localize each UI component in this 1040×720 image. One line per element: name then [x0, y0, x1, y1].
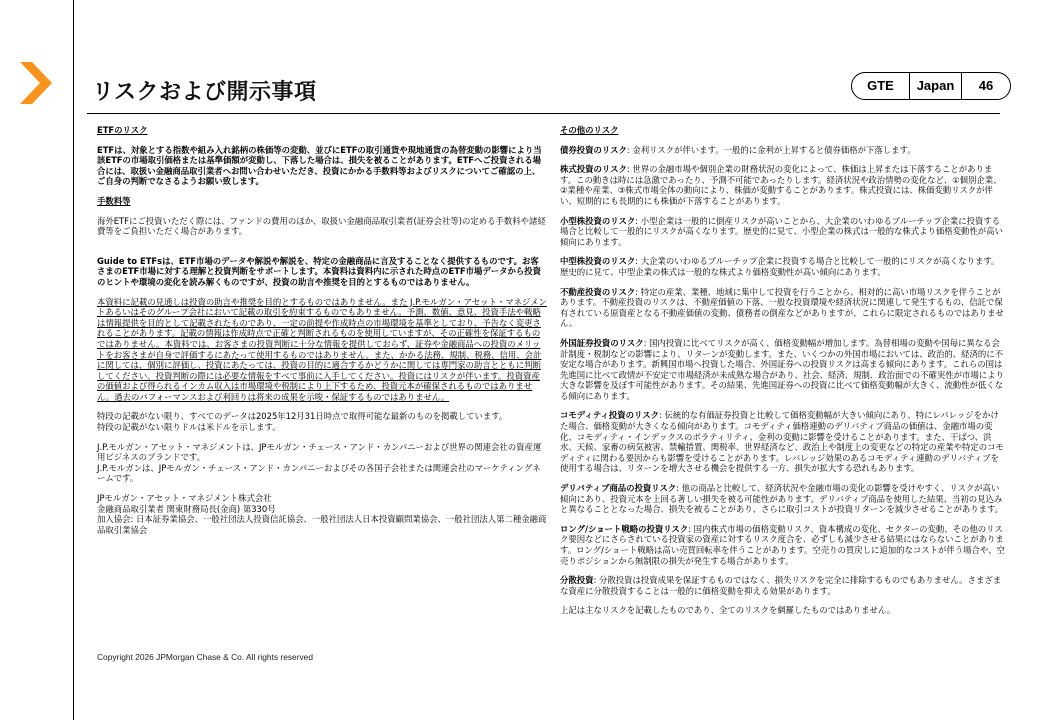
risk-item-body: : 小型企業は一般的に倒産リスクが高いことから、大企業のいわゆるブルーチップ企業に投資する場合と比較して一般的にリスクが高くなります。歴史的に見て、小型企業の株式は一般的な株式より価格変動性が高い傾向にあります。: [560, 215, 1003, 247]
other-risks-heading: その他のリスク: [560, 125, 619, 135]
risk-item-body: : 大企業のいわゆるブルーチップ企業に投資する場合と比較して一般的にリスクが高くなります。歴史的に見て、中型企業の株式は一般的な株式より価格変動性が高い傾向にあります。: [560, 256, 1000, 277]
risk-item-body: : 伝統的な有価証券投資と比較して価格変動幅が大きい傾向にあり、特にレバレッジをかけた場合、価格変動が大きくなる傾向があります。コモディティ価格連動のデリバティブ商品の価値は、金融市場の変化、コモディティ・インデックスのボラティリティ、金利の変動に影響を受けることがあります。また、干ばつ、洪水、天候、家畜の病気被害、禁輸措置、関税率、世界経済など、政治上や制度上の変更などの特定の産業や特定のコモディティに関わる要因からも影響を受けることがあります。レバレッジ効果のあるコモディティ連動のデリバティブを使用する場合は、リターンを増大させる機会を提供する一方、損失が拡大する恐れもあります。: [560, 410, 1004, 474]
badge-gte: GTE: [852, 73, 910, 99]
risk-item: [560, 287, 1005, 329]
fees-body: 海外ETFにご投資いただく際には、ファンドの費用のほか、取扱い金融商品取引業者(証券会社等)の定める手数料や諸経費等をご負担いただく場合があります。: [97, 215, 546, 237]
risk-item: [560, 145, 1005, 156]
risk-item-lead: 不動産投資のリスク: [560, 286, 636, 297]
risk-item: [560, 216, 1005, 248]
company-name: JPモルガン・アセット・マネジメント株式会社: [97, 493, 272, 504]
page-number: 46: [978, 78, 994, 93]
risk-item: [560, 256, 1005, 277]
badge-region: Japan: [910, 73, 962, 99]
sidebar-divider: [73, 0, 74, 720]
risk-item: [560, 524, 1005, 566]
risk-item-lead: ロング/ショート戦略の投資リスク: [560, 523, 689, 534]
risk-item-body: : 国内株式市場の価格変動リスク、資本構成の変化、セクターの変動、その他のリスク要因などにさらされている投資家の資産に対するリスク度合を、必ずしも減少させる結果にはならないことがあります。ロング/ショート戦略は高い売買回転率を伴うことがあります。空売りの買戻しに追加的なコストが伴う場合や、空売りポジションから無制限の損失が発生する場合があります。: [560, 523, 1005, 566]
risk-item-lead: 株式投資のリスク: [560, 164, 627, 175]
risk-item: [560, 338, 1005, 402]
risk-item-lead: 外国証券投資のリスク: [560, 337, 644, 348]
risk-item-lead: 分散投資: [560, 575, 594, 586]
risk-item-lead: コモディティ投資のリスク: [560, 410, 659, 421]
risk-item-lead: 中型株投資のリスク: [560, 256, 636, 267]
chevron-right-icon: [20, 62, 52, 104]
etf-risk-heading: ETFのリスク: [97, 125, 148, 135]
left-column: [97, 125, 547, 535]
risk-item-body: : 分散投資は投資成果を保証するものではなく、損失リスクを完全に排除するものでもありません。さまざまな資産に分散投資することは一般的に価格変動を抑える効果があります。: [560, 575, 1002, 596]
risk-item-lead: デリバティブ商品の投資リスク: [560, 483, 677, 494]
risk-item-body: : 国内投資に比べてリスクが高く、価格変動幅が増加します。為替相場の変動や国毎に異なる会計制度・税制などの影響により、リターンが変動します。また、いくつかの外国市場においては、政治的、経済的に不安定な場合があります。新興国市場へ投資した場合、外国証券への投資リスクは高まる傾向にあります。これらの国は先進国に比べて政情が不安定で市場経済が未成熟な場合があり、社会、経済、規制、政治面での不確実性が市場により大きな影響を及ぼす可能性があります。その結果、先進国証券への投資に比べて価格変動幅が大きく、流動性が低くなる傾向にあります。: [560, 337, 1004, 401]
copyright: Copyright 2026 JPMorgan Chase & Co. All rights reserved: [97, 652, 313, 662]
risk-item: [560, 410, 1005, 474]
risk-item-body: : 金利リスクが伴います。一般的に金利が上昇すると債券価格が下落します。: [626, 144, 916, 155]
associations: 加入協会: 日本証券業協会、一般社団法人投資信託協会、一般社団法人日本投資顧問業協会、一般社団法人第二種金融商品取引業協会: [97, 514, 547, 535]
risk-item-body: : 世界の金融市場や個別企業の財務状況の変化によって、株価は上昇または下落することがあります。この動きは時には急激であったり、予測不可能であったりします。経済状況や政治情勢の変化など、①個別企業、②業種や産業、③株式市場全体の動向により、株価が変動することがあります。株式投資には、株価変動リスクが伴い、短期的にも長期的にも株価が下落することがあります。: [560, 164, 1002, 206]
risk-item: [560, 483, 1005, 515]
brand-note-2: J.P.モルガンは、JPモルガン・チェース・アンド・カンパニーおよびその各国子会社または関連会社のマーケティングネームです。: [97, 462, 541, 484]
risk-item: [560, 164, 1005, 206]
registration: 金融商品取引業者 関東財務局長(金商) 第330号: [97, 503, 276, 514]
etf-risk-body: ETFは、対象とする指数や組み入れ銘柄の株価等の変動、並びにETFの取引通貨や現地通貨の為替変動の影響により当該ETFの市場取引価格または基準価額が変動し、下落した場合は、損失を被ることがあります。ETFへご投資される場合には、取扱い金融商品取引業者へお問い合わせいただき、投資にかかる手数料等およびリスクについてご確認の上、ご自身の判断でなさるようお願い致します。: [97, 144, 542, 187]
closing-note: 上記は主なリスクを記載したものであり、全てのリスクを網羅したものではありません。: [560, 605, 896, 616]
title-divider: [87, 113, 1000, 114]
disclaimer: 本資料に記載の見通しは投資の助言や推奨を目的とするものではありません。また J.P.モルガン・アセット・マネジメントあるいはそのグループ会社において記載の取引を約束するものでもありません。予測、数値、意見、投資手法や戦略は情報提供を目的として記載されたものであり、一定の前提や作成時点の市場環境を基準としており、予告なく変更されることがあります。記載の情報は作成時点で正確と判断されるものを使用していますが、その正確性を保証するものではありません。本資料では、お客さまの投資判断に十分な情報を提供しておらず、証券や金融商品への投資のメリットをお客さまが自身で評価するにあたって使用するものではありません。また、かかる法務、規制、税務、信用、会計に関しては、個別に評価し、投資にあたっては、投資の目的に適合するかどうかに関しては専門家の助言とともに判断してください。投資判断の際には必要な情報をすべて事前に入手してください。投資にはリスクが伴います。投資資産の価値および得られるインカム収入は市場環境や税制により上下するため、投資元本が確保されるものではありません。過去のパフォーマンスおよび利回りは将来の成果を示唆・保証するものではありません。: [97, 296, 547, 402]
brand-note-1: J.P.モルガン・アセット・マネジメントは、JPモルガン・チェース・アンド・カンパニーおよび世界の関連会社の資産運用ビジネスのブランドです。: [97, 441, 542, 463]
page-badge: [851, 72, 1011, 100]
fees-heading: 手数料等: [97, 195, 131, 206]
risk-item-body: : 特定の産業、業種、地域に集中して投資を行うことから、相対的に高い市場リスクを伴うことがあります。不動産投資のリスクは、不動産価値の下落、一般な投資環境や経済状況に関連して発生するもの、信託で保有されている原資産となる不動産価値の変動、債務者の倒産などがありますが、これらに限定されるものではありません。: [560, 286, 1004, 329]
data-note-2: 特段の記載がない限りドルは米ドルを示します。: [97, 422, 281, 433]
data-note-1: 特段の記載がない限り、すべてのデータは2025年12月31日時点で取得可能な最新のものを掲載しています。: [97, 411, 508, 422]
page-title: リスクおよび開示事項: [92, 80, 317, 105]
right-column: [560, 125, 1005, 625]
risk-item-lead: 債券投資のリスク: [560, 144, 627, 155]
risk-item-lead: 小型株投資のリスク: [560, 215, 636, 226]
risk-item: [560, 575, 1005, 596]
guide-intro: Guide to ETFsは、ETF市場のデータや解説や解説を、特定の金融商品に言及することなく提供するものです。お客さまのETF市場に対する理解と投資判断をサポートします。本資料は資料内に示された時点のETF市場データから投資のヒントや環境の変化を読み解くものですが、投資の助言や推奨を目的とするものではありません。: [97, 255, 542, 287]
risk-item-body: : 他の商品と比較して、経済状況や金融市場の変化の影響を受けやすく、リスクが高い傾向にあり、投資元本を上回る著しい損失を被る可能性があります。デリバティブ商品を使用した結果、当初の見込みと異なることとなった場合、損失を被ることがあり、さらに取引コストが投資リターンを減少させることがあります。: [560, 483, 1004, 515]
